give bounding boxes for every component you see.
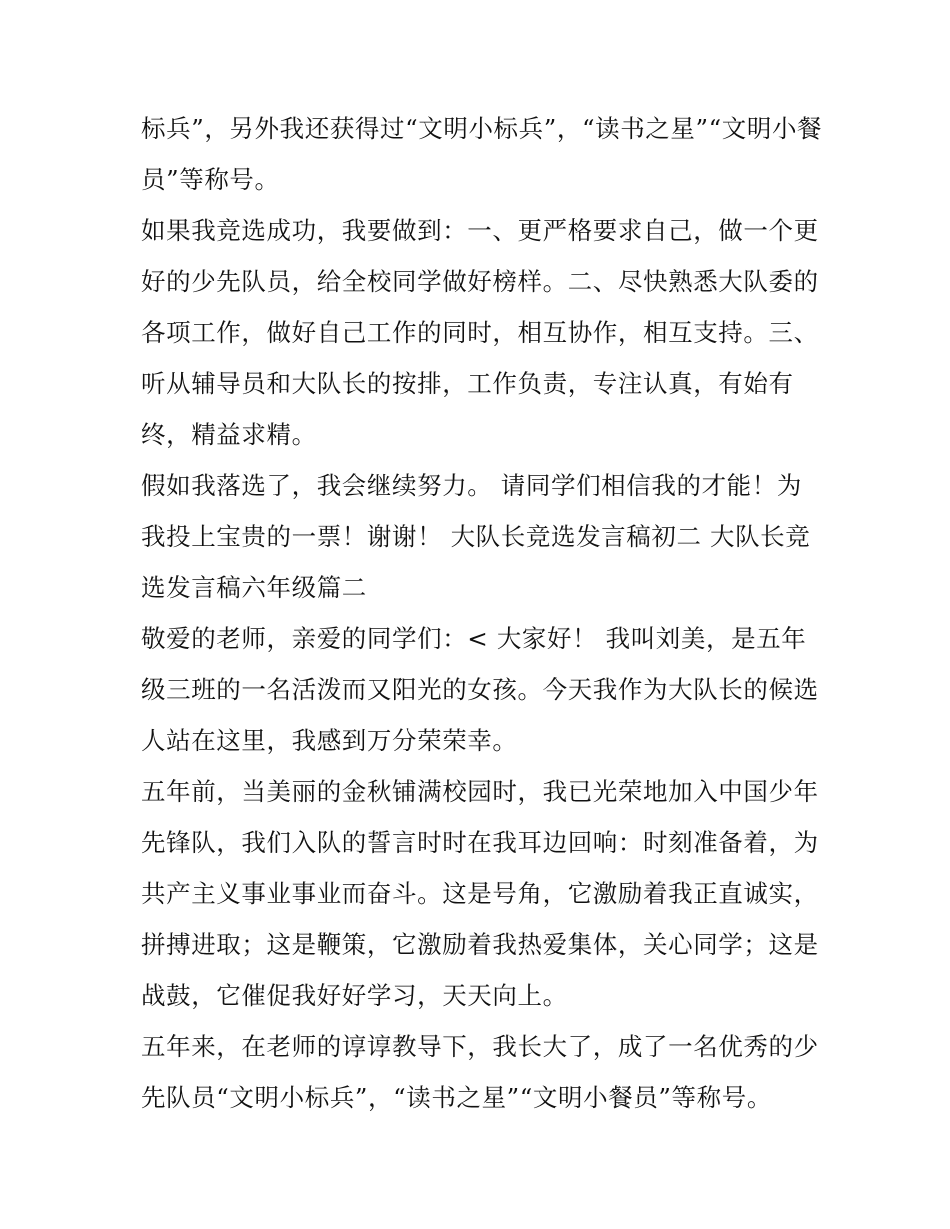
paragraph-five-years-ago [141,766,821,1021]
text-line: 先队员“文明小标兵”，“读书之星”“文明小餐员”等称号。 [141,1083,772,1112]
text-line: 员”等称号。 [141,165,280,194]
text-line: 标兵”，另外我还获得过“文明小标兵”，“读书之星”“文明小餐 [141,114,823,143]
text-line: 战鼓，它催促我好好学习，天天向上。 [141,981,568,1010]
text-line: 假如我落选了，我会继续努力。 请同学们相信我的才能！为 [141,471,802,500]
paragraph-promises [141,205,821,460]
speech-text [141,103,821,1123]
text-line: 人站在这里，我感到万分荣荣幸。 [141,726,518,755]
text-line: 听从辅导员和大队长的按排，工作负责，专注认真，有始有 [141,369,794,398]
text-line: 共产主义事业事业而奋斗。这是号角，它激励着我正直诚实， [141,879,819,908]
paragraph-closing-and-heading [141,460,821,613]
paragraph-greeting [141,613,821,766]
paragraph-honors-continued [141,103,821,205]
text-line: 选发言稿六年级篇二 [141,573,367,602]
text-line: 级三班的一名活泼而又阳光的女孩。今天我作为大队长的候选 [141,675,819,704]
text-line: 敬爱的老师，亲爱的同学们：< 大家好！ 我叫刘美，是五年 [141,624,807,653]
text-line: 如果我竞选成功，我要做到：一、更严格要求自己，做一个更 [141,216,819,245]
text-line: 先锋队，我们入队的誓言时时在我耳边回响：时刻准备着，为 [141,828,819,857]
text-line: 我投上宝贵的一票！谢谢！ 大队长竞选发言稿初二 大队长竞 [141,522,811,551]
paragraph-five-years-since [141,1021,821,1123]
text-line: 终，精益求精。 [141,420,317,449]
text-line: 五年来，在老师的谆谆教导下，我长大了，成了一名优秀的少 [141,1032,819,1061]
text-line: 拼搏进取；这是鞭策，它激励着我热爱集体，关心同学；这是 [141,930,819,959]
text-line: 五年前，当美丽的金秋铺满校园时，我已光荣地加入中国少年 [141,777,819,806]
text-line: 各项工作，做好自己工作的同时，相互协作，相互支持。三、 [141,318,819,347]
text-line: 好的少先队员，给全校同学做好榜样。二、尽快熟悉大队委的 [141,267,819,296]
